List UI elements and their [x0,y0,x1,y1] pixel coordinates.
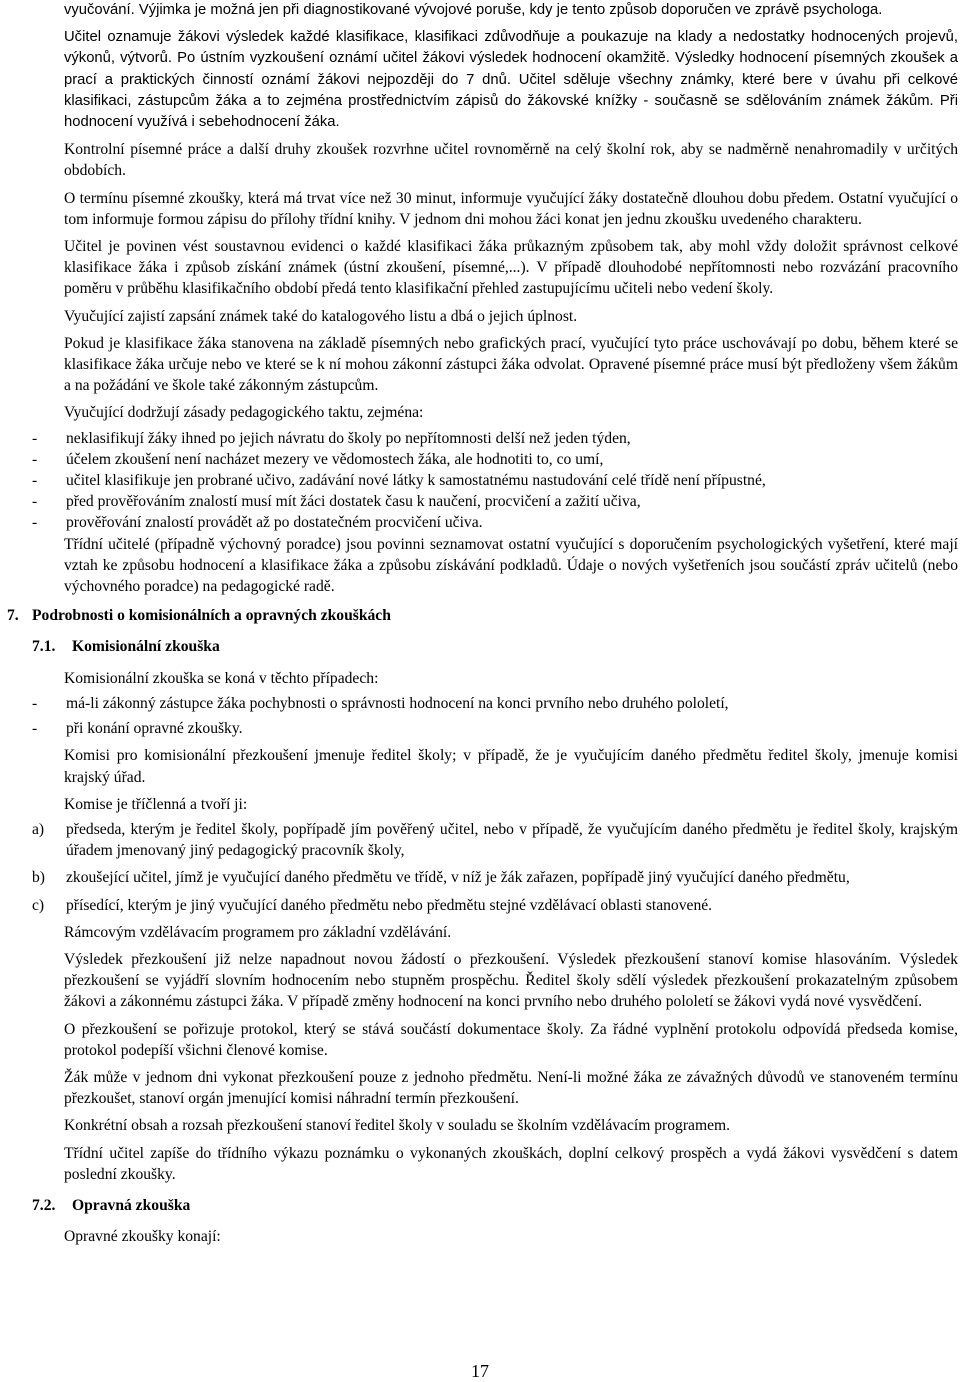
paragraph-after-tact: Třídní učitelé (případně výchovný poradce) jsou povinni seznamovat ostatní vyučující s doporučením psychologických vyšetření, které mají vztah ke způsobu hodnocení a klasifikace žáka a způsobu získávání podkladů. Údaje o nových vyšetřeních jsou součástí zpráv učitelů (nebo výchovného poradce) na pedagogické radě. [64,535,958,596]
list-dash: - [32,720,38,738]
list-item: - učitel klasifikuje jen probrané učivo, zadávání nové látky k samostatnému nastudování celé třídě není přípustné, [0,470,958,491]
paragraph-s71-5: Třídní učitel zapíše do třídního výkazu poznámku o vykonaných zkouškách, doplní celkový prospěch a vydá žákovi vysvědčení s datem poslední zkoušky. [64,1144,958,1183]
list-item: - má-li zákonný zástupce žáka pochybnosti o správnosti hodnocení na konci prvního nebo druhého pololetí, [0,693,958,714]
list-marker: a) [32,820,45,838]
paragraph-s72-intro: Opravné zkoušky konají: [64,1228,221,1246]
paragraph-intro-6: Pokud je klasifikace žáka stanovena na základě písemných nebo grafických prací, vyučující tyto práce uschovávají po dobu, během které se klasifikace žáka určuje nebo ve které se k ní mohou zákonní zástupci žáka odvolat. Opravené písemné práce musí být předloženy všem žákům a na požádání ve škole také zákonným zástupcům. [64,334,958,395]
list-item: - neklasifikují žáky ihned po jejich návratu do školy po nepřítomnosti delší než jeden týden, [0,428,958,449]
document-page [7,0,958,1253]
paragraph-intro-3: O termínu písemné zkoušky, která má trvat více než 30 minut, informuje vyučující žáky dostatečně dlouhou dobu předem. Ostatní vyučující o tom informuje formou zápisu do přílohy třídní knihy. V jednom dni mohou žáci konat jen jednu zkoušku uvedeného charakteru. [64,189,958,228]
list-item: c) přísedící, kterým je jiný vyučující daného předmětu nebo předmětu stejné vzdělávací oblasti stanovené. [0,895,958,916]
list-item: - při konání opravné zkoušky. [0,718,958,739]
list-item: b) zkoušející učitel, jímž je vyučující daného předmětu ve třídě, v níž je žák zařazen, popřípadě jiný vyučující daného předmětu, [0,867,958,888]
tact-list [0,428,958,534]
paragraph-intro-5: Vyučující zajistí zapsání známek také do katalogového listu a dbá o jejich úplnost. [64,307,578,325]
list-dash: - [32,429,38,447]
list-dash: - [32,514,38,532]
list-marker: c) [32,896,45,914]
page-number: 17 [471,1361,489,1381]
list-dash: - [32,472,38,490]
list-item: - před prověřováním znalostí musí mít žáci dostatek času k naučení, procvičení a zažití učiva, [0,491,958,512]
list-item: - účelem zkoušení není nacházet mezery ve vědomostech žáka, ale hodnotiti to, co umí, [0,449,958,470]
paragraph-s71-2: O přezkoušení se pořizuje protokol, který se stává součástí dokumentace školy. Za řádné vyplnění protokolu odpovídá předseda komise, protokol podepíší všichni členové komise. [64,1020,958,1059]
section-heading-7 [7,605,958,626]
list-item: - prověřování znalostí provádět až po dostatečném procvičení učiva. [0,512,958,533]
subsection-heading-7-1 [32,636,958,657]
paragraph-intro-0: vyučování. Výjimka je možná jen při diagnostikované vývojové poruše, kdy je tento způsob doporučen ve zprávě psychologa. [64,2,883,18]
subsection-number: 7.1. [32,638,56,656]
paragraph-intro-2: Kontrolní písemné práce a další druhy zkoušek rozvrhne učitel rovnoměrně na celý školní rok, aby se nadměrně nenahromadily v určitých obdobích. [64,141,958,180]
commission-cases-list [0,693,958,739]
paragraph-s71-3: Žák může v jednom dni vykonat přezkoušení pouze z jednoho předmětu. Není-li možné žáka ze závažných důvodů ve stanoveném termínu přezkoušet, stanoví orgán jmenující komisi náhradní termín přezkoušení. [64,1068,958,1108]
paragraph-intro-1: Učitel oznamuje žákovi výsledek každé klasifikace, klasifikaci zdůvodňuje a poukazuje na klady a nedostatky hodnocených projevů, výkonů, výtvorů. Po ústním vyzkoušení oznámí učitel žákovi výsledek hodnocení okamžitě. Výsledky hodnocení písemných zkoušek a prací a praktických činností oznámí žákovi nejpozději do 7 dnů. Učitel sděluje všechny známky, které bere v úvahu při celkové klasifikaci, zástupcům žáka a to zejména prostřednictvím zápisů do žákovské knížky - současně se sdělováním známek žákům. Při hodnocení využívá i sebehodnocení žáka. [64,29,958,131]
commission-members-list [0,819,958,916]
paragraph-s71-intro: Komisionální zkouška se koná v těchto případech: [64,669,379,687]
paragraph-s71-members-intro: Komise je tříčlenná a tvoří ji: [64,795,248,813]
subsection-title: Komisionální zkouška [72,638,220,656]
paragraph-s71-1: Výsledek přezkoušení již nelze napadnout novou žádostí o přezkoušení. Výsledek přezkoušení stanoví komise hlasováním. Výsledek přezkoušení se vyjádří slovním hodnocením nebo stupněm prospěchu. Ředitel školy sdělí výsledek přezkoušení prokazatelným způsobem žákovi a zákonnému zástupci žáka. V případě změny hodnocení na konci prvního nebo druhého pololetí se žákovi vydá nové vysvědčení. [64,950,958,1011]
subsection-heading-7-2 [32,1195,958,1216]
list-item: a) předseda, kterým je ředitel školy, popřípadě jím pověřený učitel, nebo v případě, že vyučujícím daného předmětu je ředitel školy, krajským úřadem jmenovaný jiný pedagogický pracovník školy, [32,820,958,860]
list-dash: - [32,450,38,468]
list-dash: - [32,694,38,712]
list-dash: - [32,493,38,511]
paragraph-s71-4: Konkrétní obsah a rozsah přezkoušení stanoví ředitel školy v souladu se školním vzdělávacím programem. [64,1117,731,1135]
subsection-number: 7.2. [32,1196,56,1214]
paragraph-intro-7: Vyučující dodržují zásady pedagogického taktu, zejména: [64,404,424,422]
paragraph-s71-0: Rámcovým vzdělávacím programem pro základní vzdělávání. [64,923,452,941]
paragraph-intro-4: Učitel je povinen vést soustavnou evidenci o každé klasifikaci žáka průkazným způsobem tak, aby mohl vždy doložit správnost celkové klasifikace žáka i způsob získání známek (ústní zkoušení, písemné,...). V případě dlouhodobé nepřítomnosti nebo rozvázání pracovního poměru v průběhu klasifikačního období předá tento klasifikační přehled zastupujícímu učiteli nebo vedení školy. [64,238,958,298]
subsection-title: Opravná zkouška [72,1196,191,1214]
section-number: 7. [7,607,19,625]
paragraph-s71-commission: Komisi pro komisionální přezkoušení jmenuje ředitel školy; v případě, že je vyučujícím daného předmětu ředitel školy, jmenuje komisi krajský úřad. [64,747,958,786]
list-marker: b) [32,869,45,887]
section-title: Podrobnosti o komisionálních a opravných zkouškách [32,607,391,625]
